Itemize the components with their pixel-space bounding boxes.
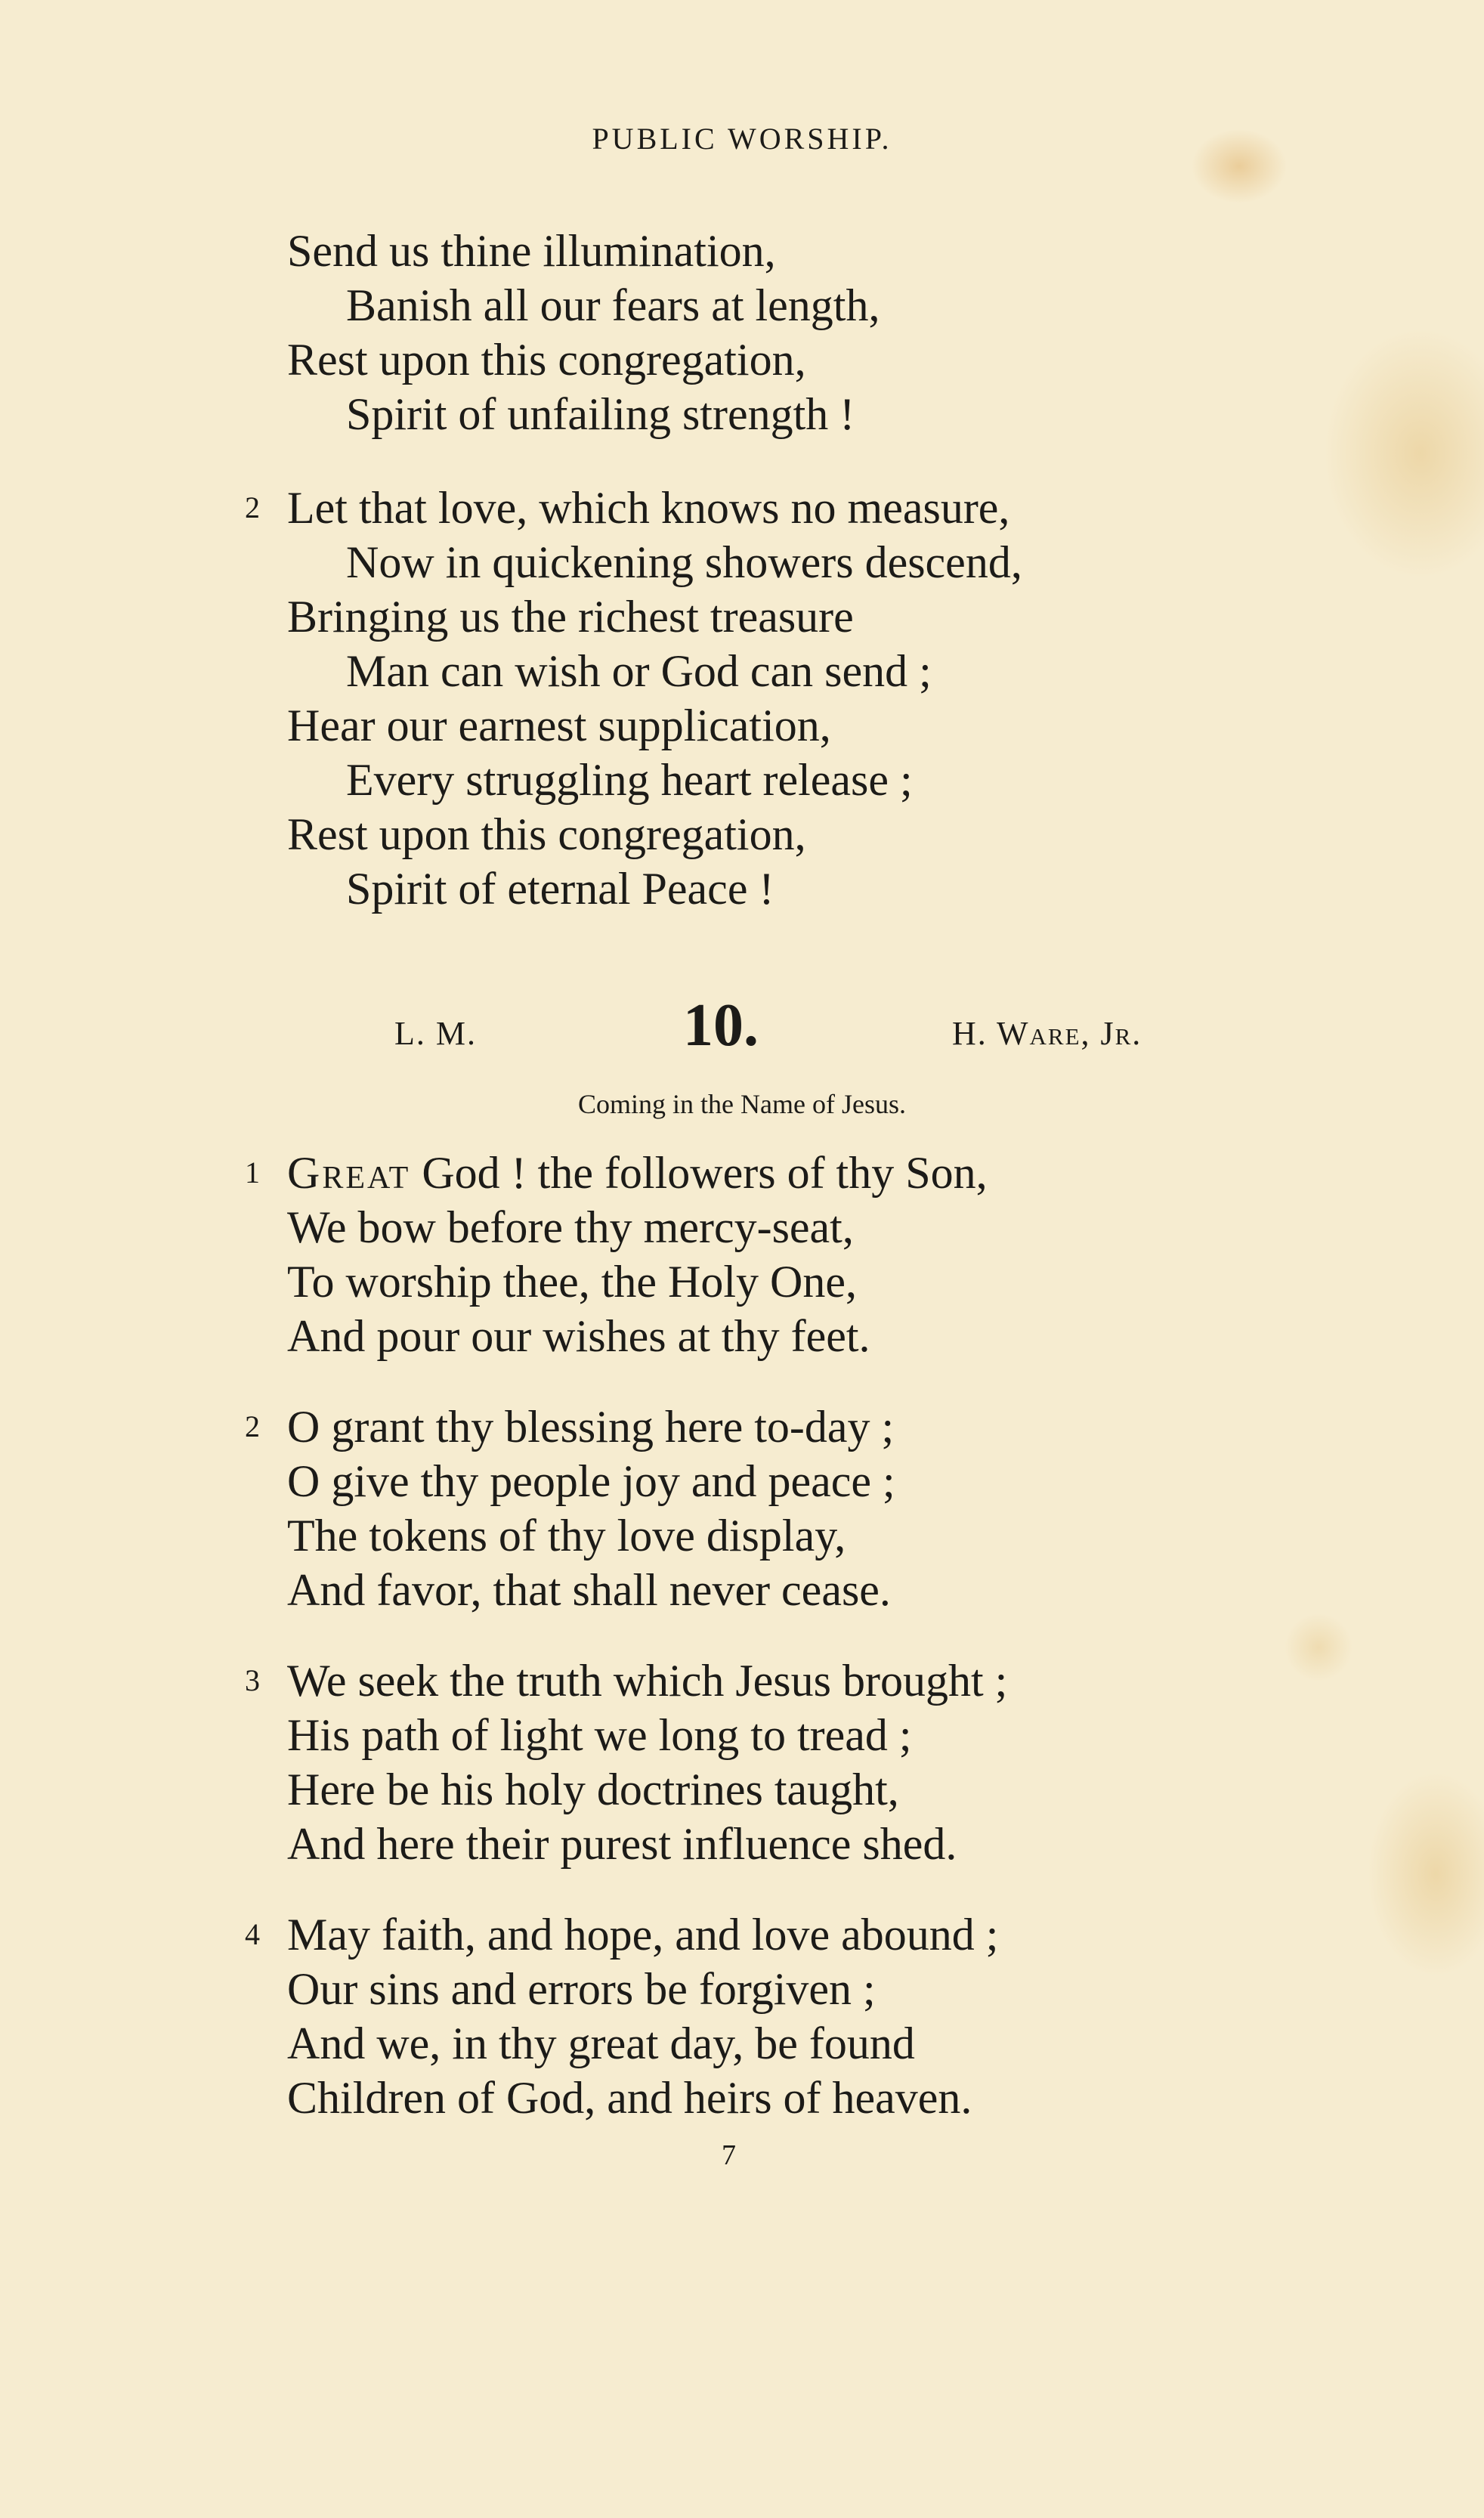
verse-line: Bringing us the richest treasure (287, 592, 854, 642)
verse-line: And pour our wishes at thy feet. (287, 1311, 870, 1361)
verse-number: 1 (245, 1155, 260, 1189)
verse-line: Send us thine illumination, (287, 226, 776, 276)
verse-line: We seek the truth which Jesus brought ; (287, 1656, 1008, 1706)
verse-line: To worship thee, the Holy One, (287, 1257, 857, 1307)
verse-number: 4 (245, 1917, 260, 1951)
hymn-meter: L. M. (394, 1015, 477, 1052)
verse-line (287, 1146, 988, 1200)
hymn-verse-4 (245, 1907, 999, 2125)
hymn-verse-1 (245, 1146, 988, 1363)
drop-word: Great (287, 1148, 411, 1198)
verse-line: And we, in thy great day, be found (287, 2018, 915, 2068)
verse-line: O give thy people joy and peace ; (287, 1456, 895, 1506)
running-head: PUBLIC WORSHIP. (592, 122, 892, 156)
stanza-2 (245, 481, 1022, 916)
verse-line: His path of light we long to tread ; (287, 1710, 912, 1760)
verse-line: O grant thy blessing here to-day ; (287, 1402, 895, 1452)
verse-line: We bow before thy mercy-seat, (287, 1202, 854, 1252)
verse-line: Spirit of eternal Peace ! (346, 864, 774, 914)
hymn-header (0, 991, 1484, 1067)
verse-line: Man can wish or God can send ; (346, 646, 932, 696)
verse-line: Rest upon this congregation, (287, 809, 806, 859)
hymn-subtitle: Coming in the Name of Jesus. (578, 1089, 906, 1119)
page-number: 7 (722, 2139, 736, 2171)
first-line-rest: God ! the followers of thy Son, (410, 1148, 988, 1198)
verse-line: And here their purest influence shed. (287, 1819, 957, 1869)
verse-line: Hear our earnest supplication, (287, 701, 831, 750)
verse-number: 3 (245, 1663, 260, 1697)
continued-stanza (287, 224, 880, 441)
verse-line: The tokens of thy love display, (287, 1511, 846, 1561)
verse-number: 2 (245, 1409, 260, 1443)
hymn-number: 10. (683, 992, 759, 1059)
verse-line: Here be his holy doctrines taught, (287, 1765, 899, 1814)
verse-line: May faith, and hope, and love abound ; (287, 1910, 999, 1960)
verse-line: Our sins and errors be forgiven ; (287, 1964, 876, 2014)
verse-line: Let that love, which knows no measure, (287, 483, 1010, 533)
verse-line: And favor, that shall never cease. (287, 1565, 891, 1615)
verse-line: Now in quickening showers descend, (346, 537, 1022, 587)
hymn-verse-3 (245, 1653, 1008, 1871)
verse-line: Rest upon this congregation, (287, 335, 806, 385)
verse-line: Spirit of unfailing strength ! (346, 389, 855, 439)
verse-line: Banish all our fears at length, (346, 280, 880, 330)
verse-line: Every struggling heart release ; (346, 755, 913, 805)
verse-number: 2 (245, 490, 260, 524)
verse-line: Children of God, and heirs of heaven. (287, 2073, 972, 2123)
hymn-author: H. Ware, Jr. (952, 1015, 1142, 1052)
hymn-verse-2 (245, 1400, 895, 1617)
